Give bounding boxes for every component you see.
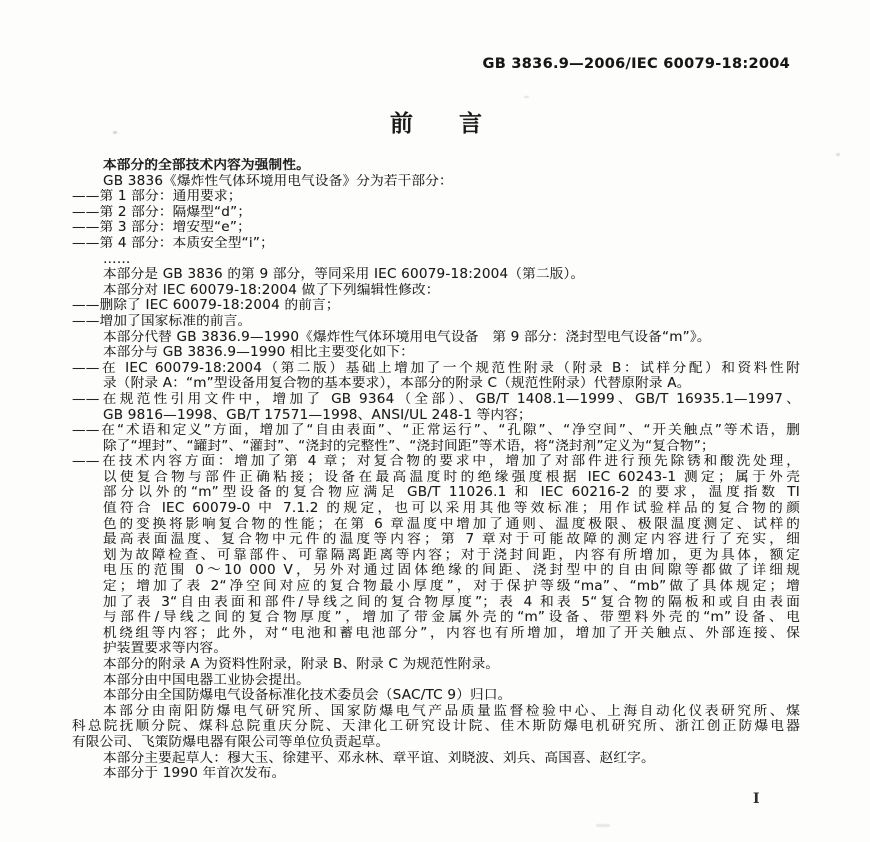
scan-artifact bbox=[113, 131, 117, 134]
text-line: 值符合 IEC 60079-0 中 7.1.2 的规定，也可以采用其他等效标准；用作试验样品的复合物的颜 bbox=[103, 501, 800, 517]
text-line: 定；增加了表 2“净空间对应的复合物最小厚度”，对于保护等级“ma”、“mb”做了具体规定；增 bbox=[103, 579, 800, 595]
text-line: 本部分主要起草人：穆大玉、徐建平、邓永林、章平谊、刘晓波、刘兵、高国喜、赵红字。 bbox=[103, 750, 655, 766]
text-line: ——增加了国家标准的前言。 bbox=[72, 313, 252, 329]
page-title: 前 言 bbox=[390, 111, 482, 137]
text-line: …… bbox=[103, 251, 131, 267]
text-line: 本部分由全国防爆电气设备标准化技术委员会（SAC/TC 9）归口。 bbox=[103, 688, 512, 704]
text-line: ——第 3 部分：增安型“e”； bbox=[72, 220, 251, 236]
text-line: 本部分代替 GB 3836.9—1990《爆炸性气体环境用电气设备 第 9 部分：浇封型电气设备“m”》。 bbox=[103, 329, 711, 345]
text-line: 色的变换将影响复合物的性能；在第 6 章温度中增加了通则、温度极限、极限温度测定、试样的 bbox=[103, 516, 800, 532]
text-line: GB 9816—1998、GB/T 17571—1998、ANSI/UL 248-1 等内容； bbox=[103, 407, 532, 423]
text-line: 部分以外的“m”型设备的复合物应满足 GB/T 11026.1 和 IEC 60216-2 的要求，温度指数 TI bbox=[103, 485, 800, 501]
foreword-body bbox=[72, 158, 800, 782]
scan-artifact bbox=[524, 96, 529, 98]
text-line: 有限公司、飞策防爆电器有限公司等单位负责起草。 bbox=[72, 734, 390, 750]
text-line: ——第 1 部分：通用要求； bbox=[72, 189, 242, 205]
text-line: ——在 IEC 60079-18:2004（第二版）基础上增加了一个规范性附录（附录 B：试样分配）和资料性附 bbox=[72, 360, 800, 376]
text-line: 本部分由中国电器工业协会提出。 bbox=[103, 672, 310, 688]
text-line: 加了表 3“自由表面和部件/导线之间的复合物厚度”；表 4 和表 5“复合物的隔板和或自由表面 bbox=[103, 594, 800, 610]
text-line: 本部分于 1990 年首次发布。 bbox=[103, 766, 286, 782]
text-line: 电压的范围 0～10 000 V，另外对通过固体绝缘的间距、浇封型中的自由间隙等都做了详细规 bbox=[103, 563, 800, 579]
text-line: 除了“埋封”、“罐封”、“灌封”、“浇封的完整性”、“浇封间距”等术语，将“浇封剂”定义为“复合物”； bbox=[103, 438, 715, 454]
standard-number: GB 3836.9—2006/IEC 60079-18:2004 bbox=[482, 56, 790, 72]
text-line: ——在规范性引用文件中，增加了 GB 9364（全部）、GB/T 1408.1—1999、GB/T 16935.1—1997、 bbox=[72, 391, 800, 407]
text-line: 护装置要求等内容。 bbox=[103, 641, 228, 657]
text-line: ——第 2 部分：隔爆型“d”； bbox=[72, 204, 252, 220]
scan-artifact bbox=[596, 824, 610, 827]
page-number: I bbox=[753, 791, 760, 807]
text-line: ——在“术语和定义”方面，增加了“自由表面”、“正常运行”、“孔隙”、“净空间”、“开关触点”等术语，删 bbox=[72, 423, 800, 439]
text-line: 本部分对 IEC 60079-18:2004 做了下列编辑性修改： bbox=[103, 282, 440, 298]
text-line: 本部分与 GB 3836.9—1990 相比主要变化如下： bbox=[103, 345, 415, 361]
text-line: 以使复合物与部件正确粘接；设备在最高温度时的绝缘强度根据 IEC 60243-1 测定；属于外壳 bbox=[103, 469, 800, 485]
text-line: ——删除了 IEC 60079-18:2004 的前言； bbox=[72, 298, 340, 314]
text-line: 划为故障检查、可靠部件、可靠隔离距离等内容；对于浇封间距，内容有所增加，更为具体，额定 bbox=[103, 547, 800, 563]
text-line: 本部分的附录 A 为资料性附录，附录 B、附录 C 为规范性附录。 bbox=[103, 657, 500, 672]
text-line: 本部分由南阳防爆电气研究所、国家防爆电气产品质量监督检验中心、上海自动化仪表研究所、煤 bbox=[103, 703, 800, 719]
text-line: 最高表面温度、复合物中元件的温度等内容；第 7 章对于可能故障的测定内容进行了充实，细 bbox=[103, 532, 800, 548]
text-line: 科总院抚顺分院、煤科总院重庆分院、天津化工研究设计院、佳木斯防爆电机研究所、浙江创正防爆电器 bbox=[72, 719, 800, 735]
scan-artifact bbox=[836, 153, 840, 156]
text-line: 机绕组等内容；此外，对“电池和蓄电池部分”，内容也有所增加，增加了开关触点、外部连接、保 bbox=[103, 625, 800, 641]
text-line: ——在技术内容方面：增加了第 4 章；对复合物的要求中，增加了对部件进行预先除锈和酸洗处理， bbox=[72, 454, 800, 470]
text-line: ——第 4 部分：本质安全型“i”； bbox=[72, 235, 274, 251]
text-line: 本部分是 GB 3836 的第 9 部分，等同采用 IEC 60079-18:2004（第二版）。 bbox=[103, 267, 585, 283]
text-line: 本部分的全部技术内容为强制性。 bbox=[103, 158, 310, 173]
text-line: 与部件/导线之间的复合物厚度”，增加了带金属外壳的“m”设备、带塑料外壳的“m”设备、电 bbox=[103, 610, 800, 626]
text-line: 录（附录 A：“m”型设备用复合物的基本要求），本部分的附录 C（规范性附录）代替原附录 A。 bbox=[103, 376, 691, 392]
text-line: GB 3836《爆炸性气体环境用电气设备》分为若干部分： bbox=[103, 173, 453, 189]
